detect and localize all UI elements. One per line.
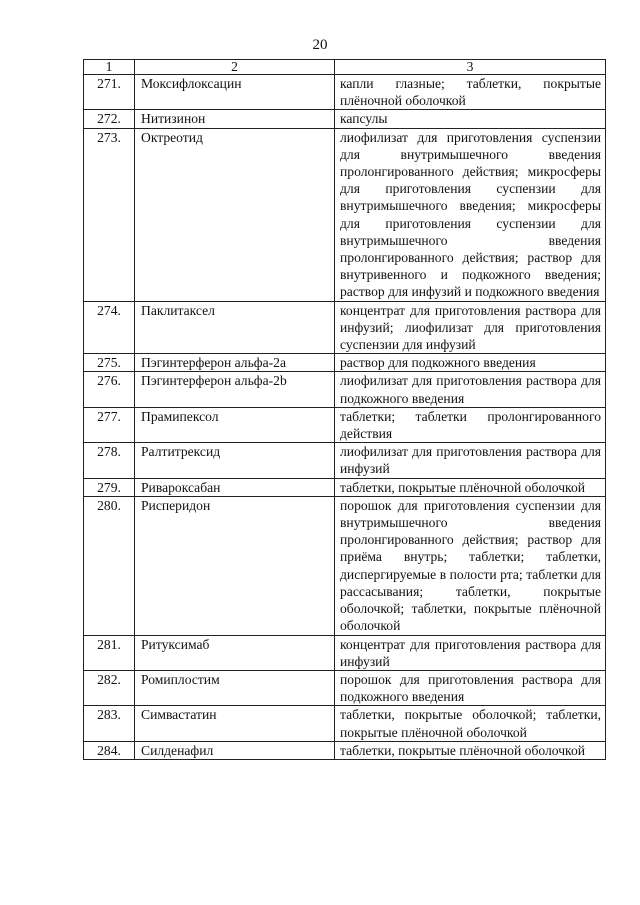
row-number: 282. — [84, 670, 135, 705]
row-number: 271. — [84, 75, 135, 110]
row-number: 275. — [84, 354, 135, 372]
drug-name: Октреотид — [135, 128, 335, 301]
table-row — [84, 635, 606, 670]
table-row — [84, 443, 606, 478]
table-header-row — [84, 60, 606, 75]
table-row — [84, 354, 606, 372]
drug-name: Пэгинтерферон альфа-2а — [135, 354, 335, 372]
table-row — [84, 372, 606, 407]
row-number: 283. — [84, 706, 135, 741]
drug-name: Нитизинон — [135, 110, 335, 128]
row-number: 272. — [84, 110, 135, 128]
row-number: 277. — [84, 407, 135, 442]
row-number: 284. — [84, 741, 135, 759]
dosage-form: порошок для приготовления раствора для подкожного введения — [335, 670, 606, 705]
table-row — [84, 670, 606, 705]
drug-name: Паклитаксел — [135, 301, 335, 354]
row-number: 274. — [84, 301, 135, 354]
dosage-form: таблетки, покрытые плёночной оболочкой — [335, 741, 606, 759]
drug-name: Силденафил — [135, 741, 335, 759]
table-row — [84, 301, 606, 354]
dosage-form: капсулы — [335, 110, 606, 128]
row-number: 280. — [84, 496, 135, 635]
table-row — [84, 741, 606, 759]
dosage-form: таблетки, покрытые оболочкой; таблетки, покрытые плёночной оболочкой — [335, 706, 606, 741]
column-header-form: 3 — [335, 60, 606, 75]
row-number: 278. — [84, 443, 135, 478]
table-row — [84, 407, 606, 442]
table-row — [84, 706, 606, 741]
dosage-form: лиофилизат для приготовления суспензии для внутримышечного введения пролонгированного действия; микросферы для приготовления суспензии для внутримышечного введения; микросферы для приготовления суспензии для внутримышечного введения пролонгированного действия; раствор для внутривенного и подкожного введения; раствор для инфузий и подкожного введения — [335, 128, 606, 301]
drug-name: Ривароксабан — [135, 478, 335, 496]
table-row — [84, 478, 606, 496]
dosage-form: лиофилизат для приготовления раствора для инфузий — [335, 443, 606, 478]
dosage-form: лиофилизат для приготовления раствора для подкожного введения — [335, 372, 606, 407]
drug-name: Ралтитрексид — [135, 443, 335, 478]
dosage-form: порошок для приготовления суспензии для внутримышечного введения пролонгированного действия; раствор для приёма внутрь; таблетки; таблетки, диспергируемые в полости рта; таблетки для рассасывания; таблетки, покрытые оболочкой; таблетки, покрытые плёночной оболочкой — [335, 496, 606, 635]
table-row — [84, 496, 606, 635]
drug-name: Симвастатин — [135, 706, 335, 741]
column-header-name: 2 — [135, 60, 335, 75]
row-number: 279. — [84, 478, 135, 496]
column-header-number: 1 — [84, 60, 135, 75]
table-row — [84, 128, 606, 301]
table-row — [84, 75, 606, 110]
table-row — [84, 110, 606, 128]
row-number: 273. — [84, 128, 135, 301]
drug-name: Прамипексол — [135, 407, 335, 442]
dosage-form: концентрат для приготовления раствора для инфузий — [335, 635, 606, 670]
row-number: 281. — [84, 635, 135, 670]
dosage-form: концентрат для приготовления раствора для инфузий; лиофилизат для приготовления суспензии для инфузий — [335, 301, 606, 354]
drug-name: Рисперидон — [135, 496, 335, 635]
drug-name: Пэгинтерферон альфа-2b — [135, 372, 335, 407]
dosage-form: капли глазные; таблетки, покрытые плёночной оболочкой — [335, 75, 606, 110]
drug-name: Моксифлоксацин — [135, 75, 335, 110]
drug-name: Ромиплостим — [135, 670, 335, 705]
dosage-form: таблетки, покрытые плёночной оболочкой — [335, 478, 606, 496]
page-number: 20 — [312, 37, 328, 53]
drug-table — [83, 59, 606, 760]
dosage-form: таблетки; таблетки пролонгированного действия — [335, 407, 606, 442]
dosage-form: раствор для подкожного введения — [335, 354, 606, 372]
row-number: 276. — [84, 372, 135, 407]
drug-name: Ритуксимаб — [135, 635, 335, 670]
